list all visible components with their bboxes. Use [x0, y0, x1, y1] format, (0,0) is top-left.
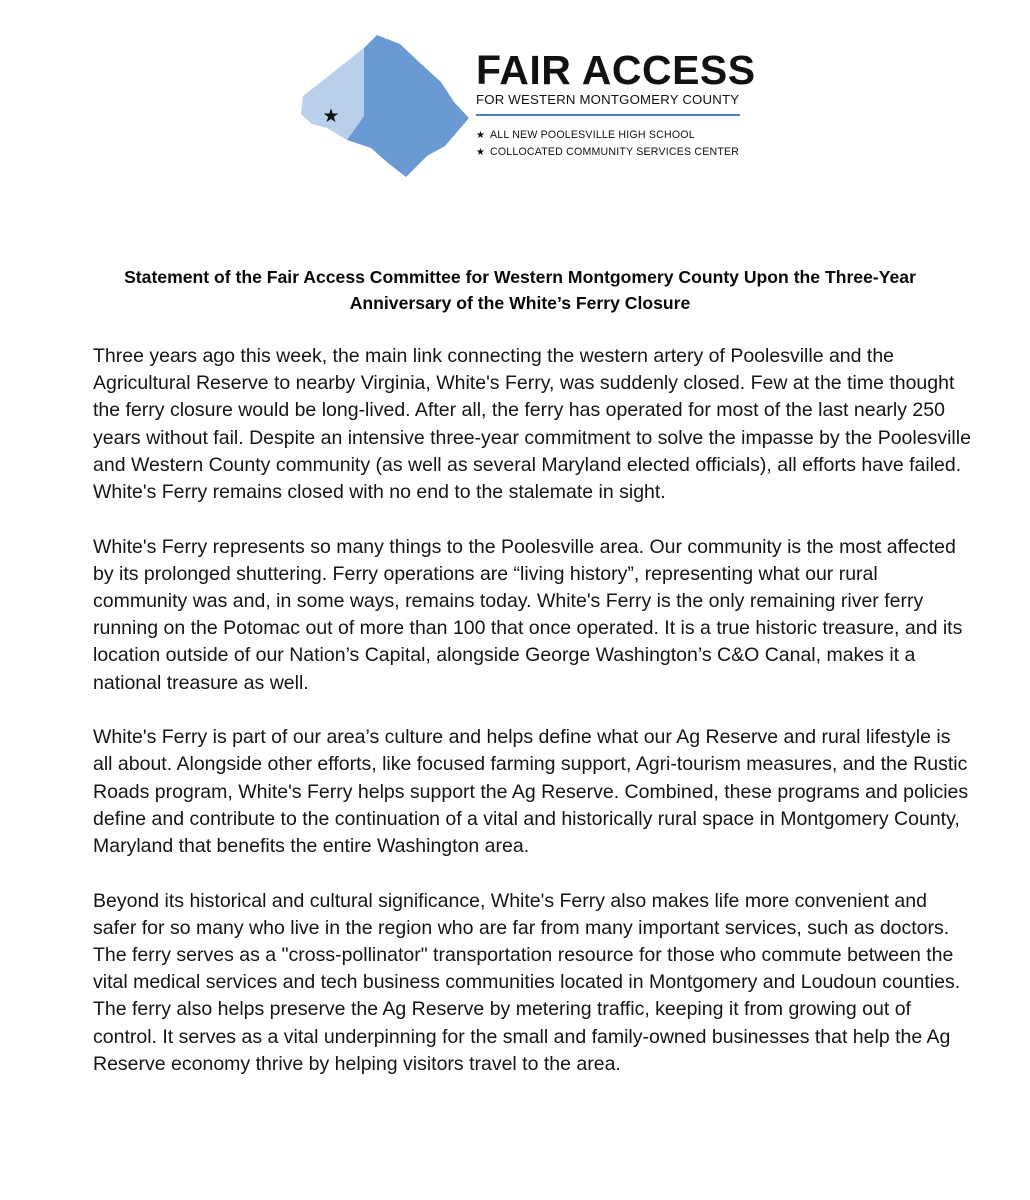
- statement-body: [93, 343, 973, 1105]
- logo-bullet-item: [476, 127, 756, 144]
- county-map-eastern-region: [347, 35, 469, 177]
- star-bullet-icon: ★: [476, 130, 486, 141]
- star-bullet-icon: ★: [476, 147, 486, 158]
- body-paragraph: White's Ferry is part of our area’s culture and helps define what our Ag Reserve and rural lifestyle is all about. Alongside other efforts, like focused farming support, Agri-tourism measures, and the Rustic Roads program, White's Ferry helps support the Ag Reserve. Combined, these programs and policies define and contribute to the continuation of a vital and historically rural space in Montgomery County, Maryland that benefits the entire Washington area.: [93, 726, 969, 858]
- logo-text-block: [476, 48, 756, 161]
- statement-heading: Statement of the Fair Access Committee for Western Montgomery County Upon the Three-Year Anniversary of the White’s Ferry Closure: [124, 267, 916, 313]
- county-map-icon: [298, 30, 478, 180]
- logo-subtitle: FOR WESTERN MONTGOMERY COUNTY: [476, 92, 740, 107]
- logo-bullet-item: [476, 144, 756, 161]
- fair-access-logo: [298, 30, 758, 180]
- logo-bullet-text: ALL NEW POOLESVILLE HIGH SCHOOL: [490, 129, 695, 141]
- body-paragraph: Beyond its historical and cultural significance, White's Ferry also makes life more convenient and safer for so many who live in the region who are far from many important services, such as doctors. The ferry serves as a "cross-pollinator" transportation resource for those who commute between the vital medical services and tech business communities located in Montgomery and Loudoun counties. The ferry also helps preserve the Ag Reserve by metering traffic, keeping it from growing out of control. It serves as a vital underpinning for the small and family-owned businesses that help the Ag Reserve economy thrive by helping visitors travel to the area.: [93, 889, 961, 1075]
- map-star-icon: ★: [322, 105, 340, 127]
- logo-title: FAIR ACCESS: [476, 47, 756, 93]
- body-paragraph: White's Ferry represents so many things to the Poolesville area. Our community is the most affected by its prolonged shuttering. Ferry operations are “living history”, representing what our rural community was and, in some ways, remains today. White's Ferry is the only remaining river ferry running on the Potomac out of more than 100 that once operated. It is a true historic treasure, and its location outside of our Nation’s Capital, alongside George Washington’s C&O Canal, makes it a national treasure as well.: [93, 535, 963, 694]
- logo-bullet-text: COLLOCATED COMMUNITY SERVICES CENTER: [490, 146, 740, 158]
- body-paragraph: Three years ago this week, the main link connecting the western artery of Poolesville and the Agricultural Reserve to nearby Virginia, White's Ferry, was suddenly closed. Few at the time thought the ferry closure would be long-lived. After all, the ferry has operated for most of the last nearly 250 years without fail. Despite an intensive three-year commitment to solve the impasse by the Poolesville and Western County community (as well as several Maryland elected officials), all efforts have failed. White's Ferry remains closed with no end to the stalemate in sight.: [93, 345, 971, 504]
- logo-divider: [476, 114, 740, 116]
